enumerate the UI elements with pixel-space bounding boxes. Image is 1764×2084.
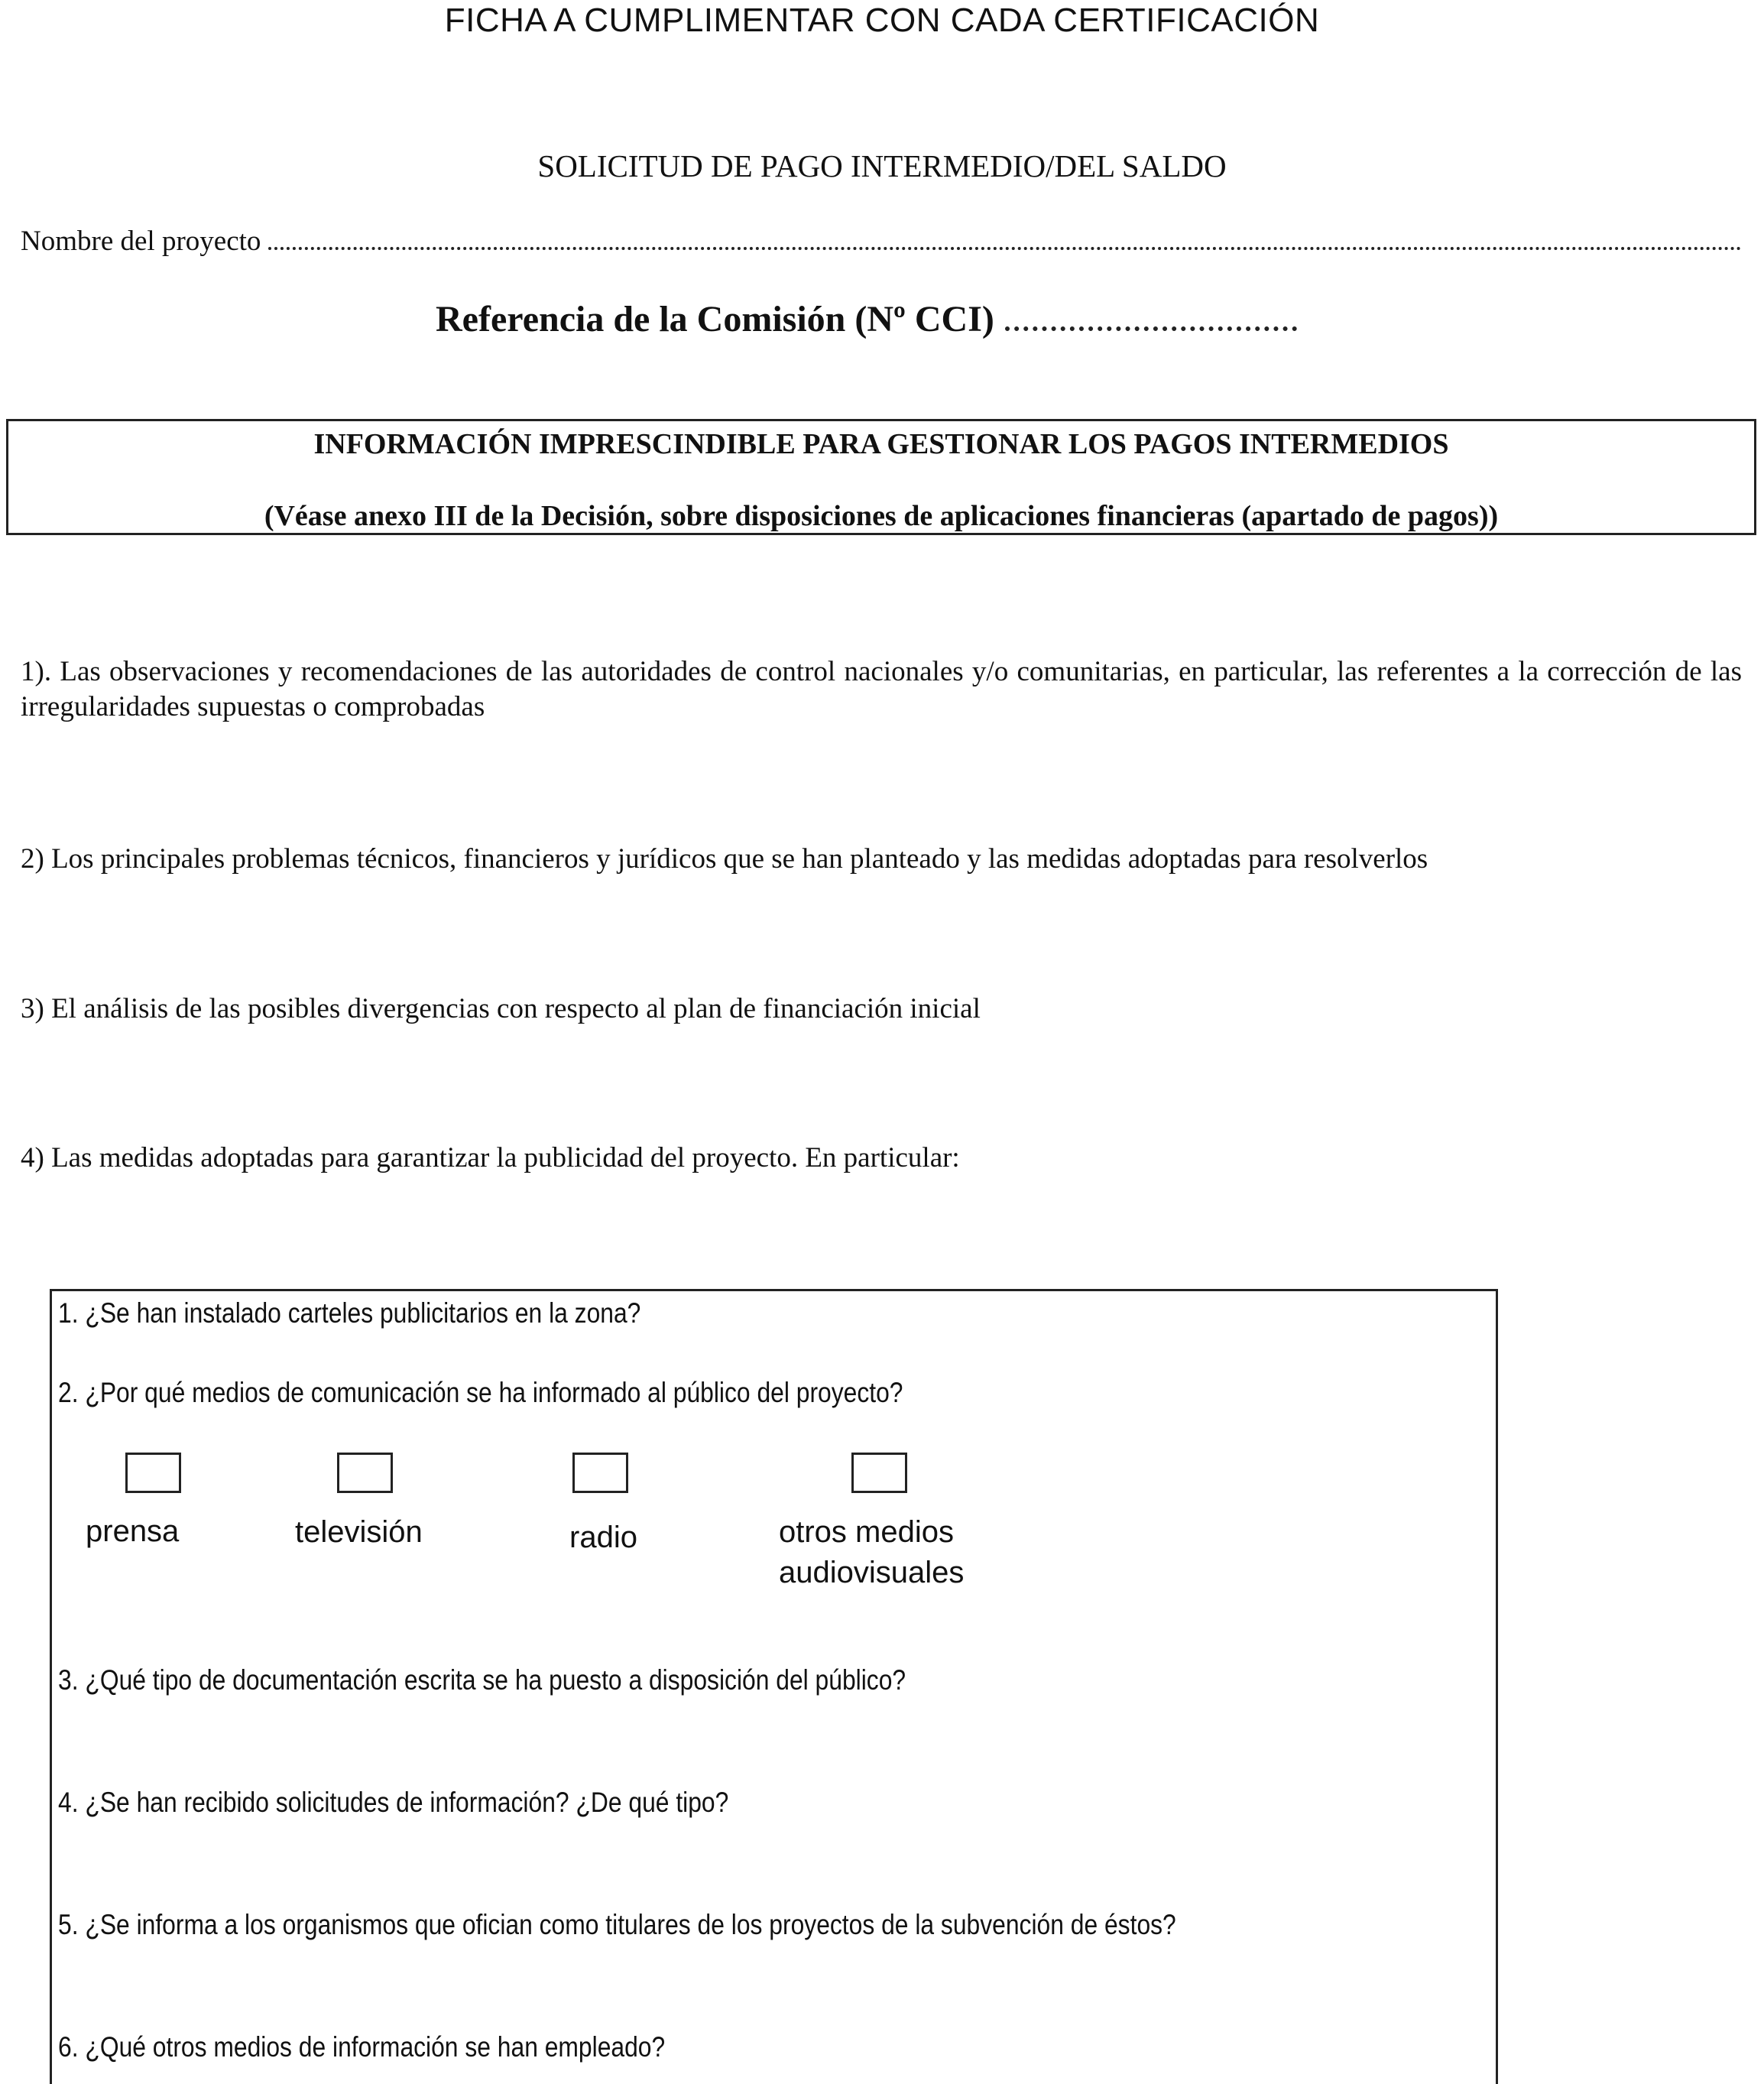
project-name-row [21,224,1742,262]
checkbox-television[interactable] [337,1453,393,1493]
info-box [6,419,1756,535]
project-name-label: Nombre del proyecto [21,226,261,257]
option-label-otros-medios: otros medios audiovisuales [779,1515,965,1589]
section-1-text: 1). Las observaciones y recomendaciones de las autoridades de control nacionales y/o comunitarias, en particular, las referentes a la corrección de las irregularidades supuestas o comprobadas [21,656,1742,722]
section-2-text: 2) Los principales problemas técnicos, financieros y jurídicos que se han planteado y las medidas adoptadas para resolverlos [21,843,1428,875]
reference-row [436,298,1297,340]
question-4: 4. ¿Se han recibido solicitudes de información? ¿De qué tipo? [58,1787,729,1818]
publicity-questionnaire [50,1289,1498,2084]
question-1: 1. ¿Se han instalado carteles publicitarios en la zona? [58,1297,641,1329]
info-box-heading: INFORMACIÓN IMPRESCINDIBLE PARA GESTIONAR LOS PAGOS INTERMEDIOS [313,428,1449,460]
checkbox-prensa[interactable] [125,1453,181,1493]
question-5: 5. ¿Se informa a los organismos que ofician como titulares de los proyectos de la subvención de éstos? [58,1909,1176,1940]
checkbox-otros-medios[interactable] [851,1453,907,1493]
option-label-prensa: prensa [86,1514,180,1548]
document-title: FICHA A CUMPLIMENTAR CON CADA CERTIFICACIÓN [444,2,1320,39]
question-3: 3. ¿Qué tipo de documentación escrita se ha puesto a disposición del público? [58,1664,906,1696]
info-box-note: (Véase anexo III de la Decisión, sobre disposiciones de aplicaciones financieras (apartado de pagos)) [264,500,1499,532]
question-6: 6. ¿Qué otros medios de información se han empleado? [58,2031,666,2063]
project-name-field[interactable] [268,224,1742,250]
section-3-text: 3) El análisis de las posibles divergencias con respecto al plan de financiación inicial [21,993,981,1024]
option-label-radio: radio [569,1521,637,1554]
question-2: 2. ¿Por qué medios de comunicación se ha informado al público del proyecto? [58,1377,903,1408]
option-label-television: televisión [295,1515,423,1549]
reference-field[interactable] [1005,300,1297,331]
section-4-text: 4) Las medidas adoptadas para garantizar la publicidad del proyecto. En particular: [21,1142,960,1173]
checkbox-radio[interactable] [572,1453,628,1493]
reference-label: Referencia de la Comisión (Nº CCI) [436,299,994,339]
document-subtitle: SOLICITUD DE PAGO INTERMEDIO/DEL SALDO [537,148,1227,183]
